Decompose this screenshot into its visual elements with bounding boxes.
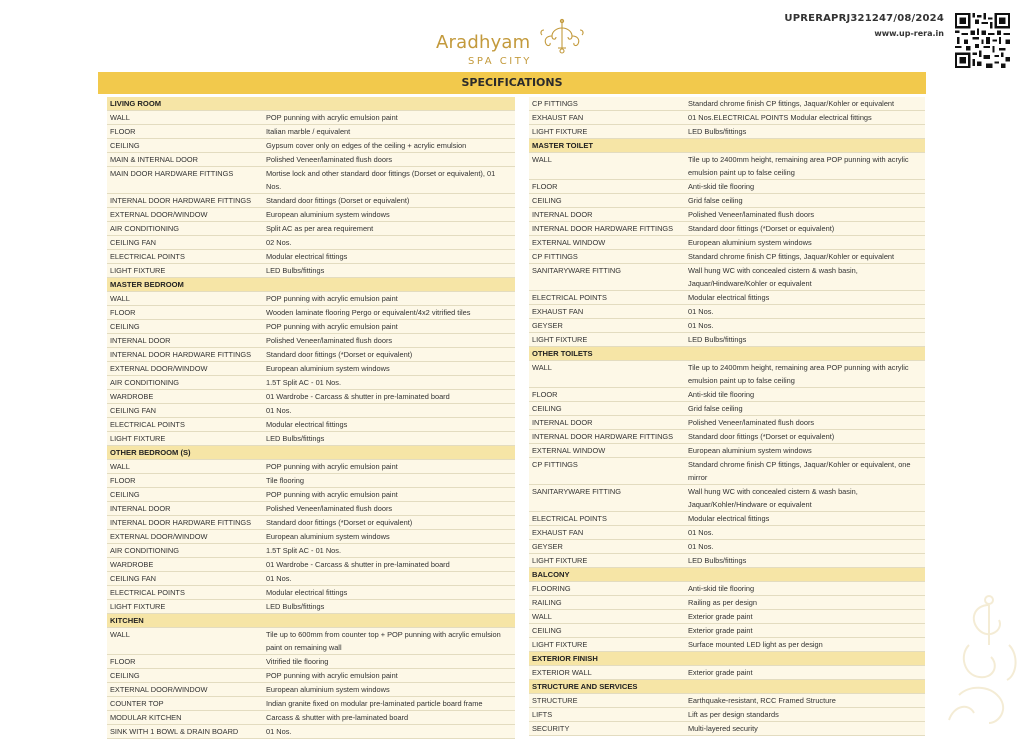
spec-label-wall: WALL (532, 363, 552, 372)
spec-label-ceiling: CEILING (532, 404, 562, 413)
spec-label-geyser: GEYSER (532, 542, 563, 551)
spec-label-light-fixture: LIGHT FIXTURE (532, 640, 588, 649)
spec-label-cp-fittings: CP FITTINGS (532, 252, 578, 261)
spec-row (107, 125, 515, 139)
spec-row (529, 416, 925, 430)
spec-label-air-conditioning: AIR CONDITIONING (110, 546, 179, 555)
spec-label-ceiling: CEILING (110, 141, 140, 150)
right-spec-column (529, 97, 925, 736)
spec-row (529, 582, 925, 596)
section-heading-living-room: LIVING ROOM (107, 97, 515, 111)
spec-value: Earthquake-resistant, RCC Framed Structure (688, 696, 836, 705)
spec-value: Standard chrome finish CP fittings, Jaquar/Kohler or equivalent (688, 99, 895, 108)
spec-value: LED Bulbs/fittings (688, 556, 747, 565)
spec-label-main-internal-door: MAIN & INTERNAL DOOR (110, 155, 199, 164)
spec-value: 01 Nos.ELECTRICAL POINTS Modular electrical fittings (688, 113, 872, 122)
spec-value: 01 Nos. (266, 574, 292, 583)
spec-label-ceiling: CEILING (110, 490, 140, 499)
spec-value: Standard door fittings (*Dorset or equivalent) (688, 224, 835, 233)
spec-label-external-door-window: EXTERNAL DOOR/WINDOW (110, 210, 208, 219)
spec-value: POP punning with acrylic emulsion paint (266, 462, 398, 471)
spec-value: Anti-skid tile flooring (688, 390, 755, 399)
spec-label-external-door-window: EXTERNAL DOOR/WINDOW (110, 364, 208, 373)
spec-row (529, 111, 925, 125)
spec-value: POP punning with acrylic emulsion paint (266, 490, 398, 499)
spec-label-exhaust-fan: EXHAUST FAN (532, 113, 584, 122)
spec-value: LED Bulbs/fittings (688, 335, 747, 344)
spec-value: POP punning with acrylic emulsion paint (266, 113, 398, 122)
spec-label-cp-fittings: CP FITTINGS (532, 460, 578, 469)
spec-value: Polished Veneer/laminated flush doors (266, 336, 393, 345)
section-heading-balcony: BALCONY (529, 568, 925, 582)
spec-value: Polished Veneer/laminated flush doors (688, 210, 815, 219)
spec-label-modular-kitchen: MODULAR KITCHEN (110, 713, 182, 722)
spec-value: Polished Veneer/laminated flush doors (266, 155, 393, 164)
spec-value: Grid false ceiling (688, 196, 743, 205)
spec-value: Exterior grade paint (688, 612, 753, 621)
spec-label-ceiling-fan: CEILING FAN (110, 406, 156, 415)
spec-value: Indian granite fixed on modular pre-laminated particle board frame (266, 699, 483, 708)
spec-label-flooring: FLOORING (532, 584, 571, 593)
spec-row (107, 530, 515, 544)
section-heading-exterior-finish: EXTERIOR FINISH (529, 652, 925, 666)
rera-registration (784, 13, 944, 38)
spec-value: Gypsum cover only on edges of the ceiling + acrylic emulsion (266, 141, 467, 150)
spec-row (107, 404, 515, 418)
left-spec-column (107, 97, 515, 739)
spec-value: Exterior grade paint (688, 668, 753, 677)
spec-label-floor: FLOOR (110, 476, 136, 485)
spec-value: LED Bulbs/fittings (266, 266, 325, 275)
spec-value: Modular electrical fittings (688, 514, 770, 523)
spec-label-electrical-points: ELECTRICAL POINTS (532, 293, 607, 302)
spec-value: 01 Nos. (266, 727, 292, 736)
spec-row (107, 292, 515, 306)
spec-label-exterior-wall: EXTERIOR WALL (532, 668, 592, 677)
spec-row (107, 418, 515, 432)
spec-label-wall: WALL (110, 462, 130, 471)
spec-label-ceiling-fan: CEILING FAN (110, 574, 156, 583)
spec-label-floor: FLOOR (110, 127, 136, 136)
spec-label-exhaust-fan: EXHAUST FAN (532, 528, 584, 537)
spec-row (529, 222, 925, 236)
spec-label-light-fixture: LIGHT FIXTURE (532, 335, 588, 344)
spec-label-cp-fittings: CP FITTINGS (532, 99, 578, 108)
spec-value: Exterior grade paint (688, 626, 753, 635)
spec-row (529, 694, 925, 708)
spec-label-ceiling: CEILING (532, 196, 562, 205)
spec-row (107, 236, 515, 250)
spec-value: LED Bulbs/fittings (266, 434, 325, 443)
spec-label-internal-door: INTERNAL DOOR (532, 418, 593, 427)
spec-value: Tile flooring (266, 476, 304, 485)
spec-label-wall: WALL (532, 155, 552, 164)
spec-row (529, 596, 925, 610)
spec-row (107, 376, 515, 390)
spec-row (107, 628, 515, 655)
spec-value: LED Bulbs/fittings (688, 127, 747, 136)
spec-value: Standard chrome finish CP fittings, Jaquar/Kohler or equivalent, one mirror (688, 460, 911, 482)
spec-value: Polished Veneer/laminated flush doors (266, 504, 393, 513)
spec-value: Wall hung WC with concealed cistern & wash basin, Jaquar/Hindware/Kohler or equivalent (688, 266, 858, 288)
spec-row (529, 512, 925, 526)
spec-row (529, 638, 925, 652)
spec-label-electrical-points: ELECTRICAL POINTS (110, 588, 185, 597)
spec-value: Modular electrical fittings (688, 293, 770, 302)
spec-label-internal-door-hardware-fittings: INTERNAL DOOR HARDWARE FITTINGS (110, 196, 252, 205)
spec-label-floor: FLOOR (110, 308, 136, 317)
spec-value: Railing as per design (688, 598, 758, 607)
spec-value: Modular electrical fittings (266, 252, 348, 261)
spec-label-floor: FLOOR (532, 390, 558, 399)
spec-row (529, 485, 925, 512)
spec-row (529, 624, 925, 638)
rera-number: UPRERAPRJ321247/08/2024 (784, 13, 944, 24)
spec-row (107, 655, 515, 669)
spec-label-external-door-window: EXTERNAL DOOR/WINDOW (110, 685, 208, 694)
spec-label-light-fixture: LIGHT FIXTURE (110, 266, 166, 275)
spec-label-electrical-points: ELECTRICAL POINTS (532, 514, 607, 523)
spec-row (107, 264, 515, 278)
spec-row (529, 208, 925, 222)
spec-label-light-fixture: LIGHT FIXTURE (110, 602, 166, 611)
spec-row (529, 153, 925, 180)
spec-label-ceiling: CEILING (110, 322, 140, 331)
specifications-header (98, 72, 926, 94)
spec-label-wall: WALL (110, 113, 130, 122)
spec-value: European aluminium system windows (266, 364, 390, 373)
spec-row (529, 264, 925, 291)
spec-row (529, 305, 925, 319)
spec-row (529, 125, 925, 139)
page-title: SPECIFICATIONS (461, 76, 563, 89)
spec-row (107, 167, 515, 194)
spec-value: 1.5T Split AC - 01 Nos. (266, 378, 342, 387)
rera-website: www.up-rera.in (874, 29, 944, 38)
spec-row (107, 153, 515, 167)
spec-row (529, 666, 925, 680)
spec-label-structure: STRUCTURE (532, 696, 578, 705)
spec-label-sink-with-1-bowl-drain-board: SINK WITH 1 BOWL & DRAIN BOARD (110, 727, 239, 736)
spec-label-counter-top: COUNTER TOP (110, 699, 164, 708)
spec-row (529, 610, 925, 624)
spec-row (107, 348, 515, 362)
spec-value: Split AC as per area requirement (266, 224, 374, 233)
spec-row (107, 208, 515, 222)
spec-row (529, 250, 925, 264)
spec-row (107, 362, 515, 376)
spec-row (107, 516, 515, 530)
spec-row (529, 236, 925, 250)
spec-row (107, 222, 515, 236)
section-heading-other-bedroom-s: OTHER BEDROOM (S) (107, 446, 515, 460)
spec-value: 01 Nos. (688, 542, 714, 551)
spec-row (107, 683, 515, 697)
spec-row (107, 697, 515, 711)
spec-label-internal-door: INTERNAL DOOR (532, 210, 593, 219)
spec-row (529, 458, 925, 485)
section-heading-kitchen: KITCHEN (107, 614, 515, 628)
spec-value: European aluminium system windows (266, 532, 390, 541)
spec-row (529, 708, 925, 722)
spec-value: LED Bulbs/fittings (266, 602, 325, 611)
qr-code-icon (955, 13, 1010, 68)
spec-label-lifts: LIFTS (532, 710, 553, 719)
spec-value: 02 Nos. (266, 238, 292, 247)
spec-value: Tile up to 600mm from counter top + POP punning with acrylic emulsion paint on remaining wall (266, 630, 501, 652)
spec-value: 01 Wardrobe - Carcass & shutter in pre-laminated board (266, 392, 450, 401)
spec-row (529, 722, 925, 736)
decorative-ornament-icon (919, 585, 1024, 725)
spec-label-main-door-hardware-fittings: MAIN DOOR HARDWARE FITTINGS (110, 169, 234, 178)
spec-row (529, 554, 925, 568)
spec-value: European aluminium system windows (688, 446, 812, 455)
section-heading-structure-and-services: STRUCTURE AND SERVICES (529, 680, 925, 694)
spec-label-light-fixture: LIGHT FIXTURE (532, 556, 588, 565)
spec-row (107, 558, 515, 572)
spec-label-wall: WALL (532, 612, 552, 621)
spec-row (529, 444, 925, 458)
spec-value: Surface mounted LED light as per design (688, 640, 823, 649)
spec-label-internal-door-hardware-fittings: INTERNAL DOOR HARDWARE FITTINGS (532, 432, 674, 441)
spec-row (107, 586, 515, 600)
spec-value: 01 Nos. (688, 307, 714, 316)
spec-value: Standard door fittings (Dorset or equivalent) (266, 196, 410, 205)
spec-value: 01 Wardrobe - Carcass & shutter in pre-laminated board (266, 560, 450, 569)
spec-label-light-fixture: LIGHT FIXTURE (110, 434, 166, 443)
spec-value: Anti-skid tile flooring (688, 182, 755, 191)
spec-label-wall: WALL (110, 630, 130, 639)
spec-value: Italian marble / equivalent (266, 127, 351, 136)
spec-row (107, 502, 515, 516)
spec-label-floor: FLOOR (110, 657, 136, 666)
spec-label-external-window: EXTERNAL WINDOW (532, 238, 606, 247)
spec-row (107, 111, 515, 125)
spec-row (107, 432, 515, 446)
spec-value: Standard door fittings (*Dorset or equivalent) (266, 350, 413, 359)
spec-value: Modular electrical fittings (266, 588, 348, 597)
spec-value: 1.5T Split AC - 01 Nos. (266, 546, 342, 555)
spec-row (107, 320, 515, 334)
spec-row (107, 600, 515, 614)
spec-value: 01 Nos. (688, 321, 714, 330)
spec-label-internal-door: INTERNAL DOOR (110, 504, 171, 513)
spec-row (529, 180, 925, 194)
spec-label-wall: WALL (110, 294, 130, 303)
spec-row (529, 540, 925, 554)
spec-label-geyser: GEYSER (532, 321, 563, 330)
spec-value: Lift as per design standards (688, 710, 779, 719)
spec-value: European aluminium system windows (266, 210, 390, 219)
section-heading-master-bedroom: MASTER BEDROOM (107, 278, 515, 292)
spec-value: Standard door fittings (*Dorset or equivalent) (266, 518, 413, 527)
spec-value: POP punning with acrylic emulsion paint (266, 322, 398, 331)
spec-value: Wooden laminate flooring Pergo or equivalent/4x2 vitrified tiles (266, 308, 471, 317)
spec-row (529, 402, 925, 416)
spec-row (529, 319, 925, 333)
spec-value: POP punning with acrylic emulsion paint (266, 671, 398, 680)
spec-label-ceiling: CEILING (110, 671, 140, 680)
spec-value: European aluminium system windows (266, 685, 390, 694)
spec-row (529, 333, 925, 347)
brand-name: Aradhyam (436, 32, 531, 53)
section-heading-other-toilets: OTHER TOILETS (529, 347, 925, 361)
spec-value: Standard chrome finish CP fittings, Jaquar/Kohler or equivalent (688, 252, 895, 261)
spec-label-air-conditioning: AIR CONDITIONING (110, 378, 179, 387)
spec-label-wardrobe: WARDROBE (110, 560, 154, 569)
spec-value: Standard door fittings (*Dorset or equivalent) (688, 432, 835, 441)
brand-subtitle: SPA CITY (468, 56, 532, 67)
spec-row (107, 460, 515, 474)
spec-value: Vitrified tile flooring (266, 657, 329, 666)
spec-label-sanitaryware-fitting: SANITARYWARE FITTING (532, 487, 621, 496)
spec-row (107, 544, 515, 558)
spec-row (529, 194, 925, 208)
aradhyam-logo (436, 18, 586, 70)
spec-label-exhaust-fan: EXHAUST FAN (532, 307, 584, 316)
spec-row (107, 390, 515, 404)
spec-value: 01 Nos. (688, 528, 714, 537)
spec-label-external-window: EXTERNAL WINDOW (532, 446, 606, 455)
spec-value: Tile up to 2400mm height, remaining area POP punning with acrylic emulsion paint up to false ceiling (688, 155, 909, 177)
spec-value: Polished Veneer/laminated flush doors (688, 418, 815, 427)
spec-label-electrical-points: ELECTRICAL POINTS (110, 420, 185, 429)
spec-label-external-door-window: EXTERNAL DOOR/WINDOW (110, 532, 208, 541)
spec-label-ceiling: CEILING (532, 626, 562, 635)
spec-row (529, 526, 925, 540)
spec-label-floor: FLOOR (532, 182, 558, 191)
spec-value: Mortise lock and other standard door fittings (Dorset or equivalent), 01 Nos. (266, 169, 496, 191)
spec-row (107, 572, 515, 586)
spec-row (107, 488, 515, 502)
spec-row (107, 711, 515, 725)
spec-label-air-conditioning: AIR CONDITIONING (110, 224, 179, 233)
spec-label-wardrobe: WARDROBE (110, 392, 154, 401)
spec-row (529, 388, 925, 402)
spec-row (529, 430, 925, 444)
spec-value: POP punning with acrylic emulsion paint (266, 294, 398, 303)
spec-label-internal-door: INTERNAL DOOR (110, 336, 171, 345)
spec-row (107, 474, 515, 488)
spec-value: European aluminium system windows (688, 238, 812, 247)
spec-value: Tile up to 2400mm height, remaining area POP punning with acrylic emulsion paint up to false ceiling (688, 363, 909, 385)
spec-label-ceiling-fan: CEILING FAN (110, 238, 156, 247)
spec-row (529, 97, 925, 111)
spec-value: Carcass & shutter with pre-laminated board (266, 713, 409, 722)
spec-label-railing: RAILING (532, 598, 562, 607)
spec-value: Anti-skid tile flooring (688, 584, 755, 593)
spec-label-internal-door-hardware-fittings: INTERNAL DOOR HARDWARE FITTINGS (110, 350, 252, 359)
spec-value: Multi-layered security (688, 724, 758, 733)
spec-row (529, 361, 925, 388)
chandelier-logo-icon (538, 18, 586, 58)
spec-row (107, 306, 515, 320)
spec-row (107, 669, 515, 683)
spec-label-internal-door-hardware-fittings: INTERNAL DOOR HARDWARE FITTINGS (532, 224, 674, 233)
spec-row (107, 334, 515, 348)
spec-row (107, 139, 515, 153)
spec-label-electrical-points: ELECTRICAL POINTS (110, 252, 185, 261)
spec-value: Wall hung WC with concealed cistern & wash basin, Jaquar/Kohler/Hindware or equivalent (688, 487, 858, 509)
spec-value: Modular electrical fittings (266, 420, 348, 429)
spec-row (107, 725, 515, 739)
spec-row (107, 250, 515, 264)
section-heading-master-toilet: MASTER TOILET (529, 139, 925, 153)
spec-label-security: SECURITY (532, 724, 570, 733)
spec-value: Grid false ceiling (688, 404, 743, 413)
spec-row (529, 291, 925, 305)
spec-row (107, 194, 515, 208)
spec-label-light-fixture: LIGHT FIXTURE (532, 127, 588, 136)
spec-label-sanitaryware-fitting: SANITARYWARE FITTING (532, 266, 621, 275)
spec-value: 01 Nos. (266, 406, 292, 415)
spec-label-internal-door-hardware-fittings: INTERNAL DOOR HARDWARE FITTINGS (110, 518, 252, 527)
